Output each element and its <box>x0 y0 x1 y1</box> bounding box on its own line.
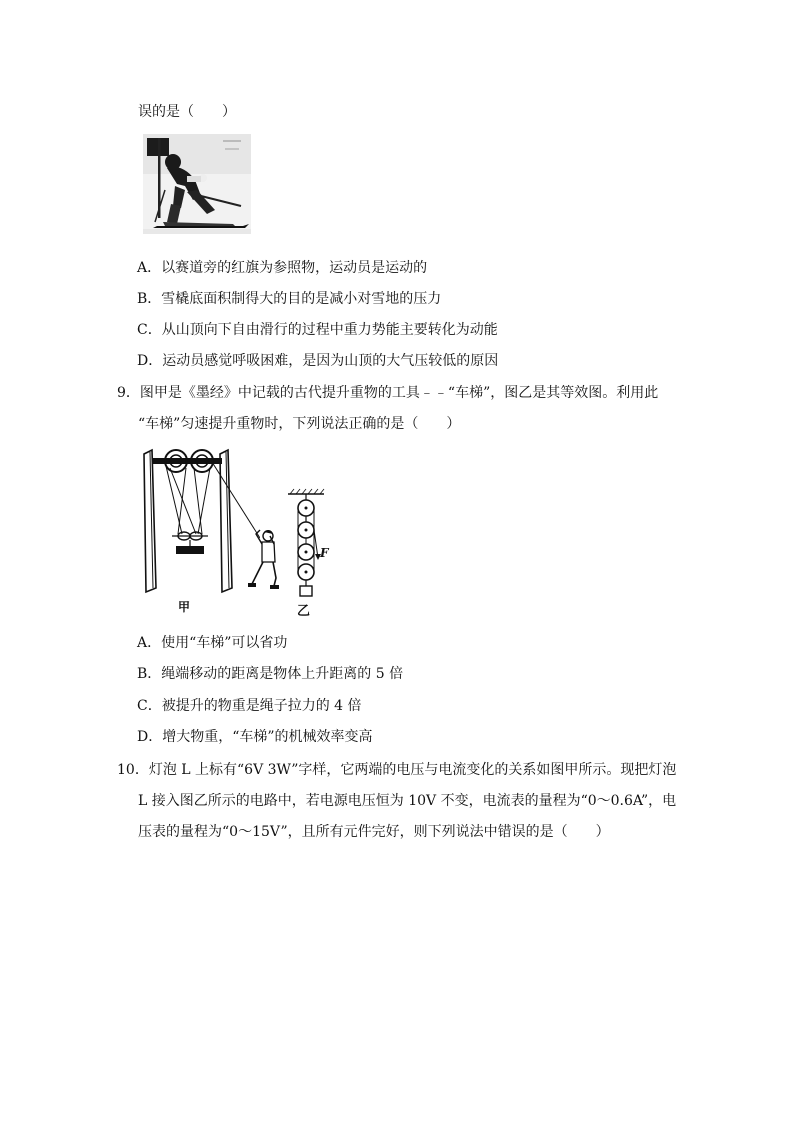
q9-option-a: A．使用“车梯”可以省功 <box>137 635 288 651</box>
q9-option-b: B．绳端移动的距离是物体上升距离的 5 倍 <box>137 666 404 682</box>
q8-stem-continuation: 误的是（ ） <box>138 104 236 120</box>
figure-label-yi: 乙 <box>297 604 311 619</box>
car-ladder-figure <box>138 446 260 594</box>
q8-option-c: C．从山顶向下自由滑行的过程中重力势能主要转化为动能 <box>137 322 498 338</box>
pulley-block-figure <box>284 488 332 600</box>
q9-option-c: C．被提升的物重是绳子拉力的 4 倍 <box>137 698 362 714</box>
skier-photo <box>143 134 251 234</box>
person-pulling-figure <box>248 528 282 590</box>
force-label: F <box>320 546 329 560</box>
q8-option-a: A．以赛道旁的红旗为参照物，运动员是运动的 <box>137 260 428 276</box>
q9-stem-line1: 9．图甲是《墨经》中记载的古代提升重物的工具﹣﹣“车梯”，图乙是其等效图。利用此 <box>117 385 659 401</box>
figure-label-jia: 甲 <box>178 600 191 614</box>
q8-option-b: B．雪橇底面积制得大的目的是减小对雪地的压力 <box>137 291 442 307</box>
q9-option-d: D．增大物重，“车梯”的机械效率变高 <box>137 729 373 745</box>
q10-stem-line1: 10．灯泡 L 上标有“6V 3W”字样，它两端的电压与电流变化的关系如图甲所示。现把灯泡 <box>117 762 677 778</box>
q10-stem-line3: 压表的量程为“0～15V”，且所有元件完好，则下列说法中错误的是（ ） <box>138 824 610 840</box>
q9-stem-line2: “车梯”匀速提升重物时，下列说法正确的是（ ） <box>138 416 461 432</box>
q10-stem-line2: L 接入图乙所示的电路中，若电源电压恒为 10V 不变，电流表的量程为“0～0.6A”，电 <box>138 793 677 809</box>
q8-option-d: D．运动员感觉呼吸困难，是因为山顶的大气压较低的原因 <box>137 353 499 369</box>
